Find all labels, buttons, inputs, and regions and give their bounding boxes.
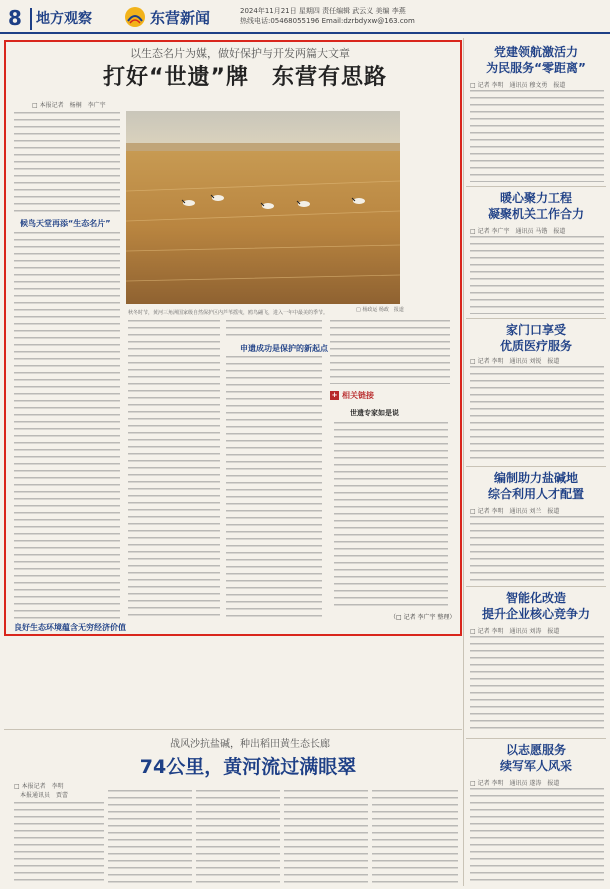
sidebar-text-block — [470, 636, 604, 734]
section-title: 地方观察 — [36, 11, 92, 27]
feature-byline: □ 本报记者 杨桐 李广宇 — [32, 102, 106, 109]
sidebar-text-block — [470, 788, 604, 884]
bottom-text-block — [196, 790, 280, 884]
sidebar-text-block — [470, 516, 604, 582]
bottom-text-block — [108, 790, 192, 884]
sidebar-byline-2: □ 记者 李广宇 通讯员 马锴 报道 — [470, 228, 566, 235]
sidebar-byline-1: □ 记者 李明 通讯员 穆文勇 报道 — [470, 82, 566, 89]
page-divider — [30, 8, 32, 30]
photo-credit: □ 杨政运 杨政 报道 — [356, 307, 404, 313]
sidebar-separator — [466, 586, 606, 587]
sidebar-headline-4: 编制助力盐碱地 综合利用人才配置 — [487, 471, 584, 501]
related-byline: （□ 记者 李广宇 整理） — [390, 614, 456, 621]
sidebar-separator — [466, 738, 606, 739]
photo-caption: 秋冬时节，黄河三角洲国家级自然保护区内芦苇摇曳，鸥鸟翩飞，进入一年中最美的季节。 — [128, 310, 329, 316]
article-text-block — [14, 232, 120, 620]
sidebar-byline-4: □ 记者 李明 通讯员 刘兰 报道 — [470, 508, 560, 515]
article-text-block — [226, 356, 322, 620]
sidebar-separator — [466, 466, 606, 467]
article-text-block — [128, 320, 220, 620]
feature-kicker: 以生态名片为媒，做好保护与开发两篇大文章 — [130, 47, 350, 60]
date-line — [240, 6, 415, 26]
bottom-headline: 74公里，黄河流过满眼翠 — [139, 756, 357, 778]
sidebar-text-block — [470, 236, 604, 314]
contact-line: 热线电话:05468055196 Email:dzrbdyxw@163.com — [240, 17, 415, 25]
sidebar-byline-6: □ 记者 李明 通讯员 遂涛 报道 — [470, 780, 560, 787]
related-box-title: 世遗专家如是说 — [350, 409, 399, 417]
bottom-byline: □ 本报记者 李明 本报通讯员 贾蕾 — [14, 783, 69, 799]
article-text-block — [14, 112, 120, 212]
masthead — [0, 0, 610, 34]
subhead-3: 良好生态环境蕴含无穷经济价值 — [14, 623, 126, 632]
sidebar-separator — [466, 186, 606, 187]
sidebar-text-block — [470, 90, 604, 182]
sidebar-separator — [466, 318, 606, 319]
issue-date: 2024年11月21日 星期四 责任编辑 武云义 美编 李燕 — [240, 7, 406, 15]
sidebar-byline-5: □ 记者 李明 通讯员 刘涛 报道 — [470, 628, 560, 635]
article-text-block — [330, 320, 450, 384]
sidebar-headline-3: 家门口享受 优质医疗服务 — [499, 323, 572, 353]
column-separator — [463, 38, 464, 886]
bottom-text-block — [372, 790, 458, 884]
subhead-1: 候鸟天堂再添“生态名片” — [20, 219, 111, 228]
paper-name: 东营新闻 — [150, 9, 211, 27]
bottom-kicker: 战风沙抗盐碱，种出稻田黄生态长廊 — [170, 739, 330, 750]
bottom-text-block — [14, 802, 104, 884]
newspaper-logo-icon — [124, 6, 146, 28]
sidebar-headline-6: 以志愿服务 续写军人风采 — [499, 743, 572, 773]
related-links-box — [330, 388, 456, 634]
page-number: 8 — [8, 6, 22, 30]
sidebar-headline-2: 暖心聚力工程 凝聚机关工作合力 — [487, 191, 584, 221]
related-header — [330, 388, 374, 402]
subhead-2: 申遗成功是保护的新起点 — [240, 344, 328, 353]
related-text-block — [334, 422, 448, 608]
related-title: 相关链接 — [342, 390, 374, 400]
plus-icon: + — [331, 391, 338, 399]
feature-headline: 打好“世遗”牌 东营有思路 — [103, 65, 387, 90]
sidebar-headline-1: 党建领航激活力 为民服务“零距离” — [486, 45, 586, 75]
feature-photo — [126, 111, 400, 304]
sidebar-text-block — [470, 366, 604, 462]
sidebar-headline-5: 智能化改造 提升企业核心竞争力 — [481, 591, 590, 621]
section-separator — [4, 729, 462, 730]
article-text-block — [226, 320, 322, 340]
sidebar-byline-3: □ 记者 李明 通讯员 刘锐 报道 — [470, 358, 560, 365]
bottom-text-block — [284, 790, 368, 884]
